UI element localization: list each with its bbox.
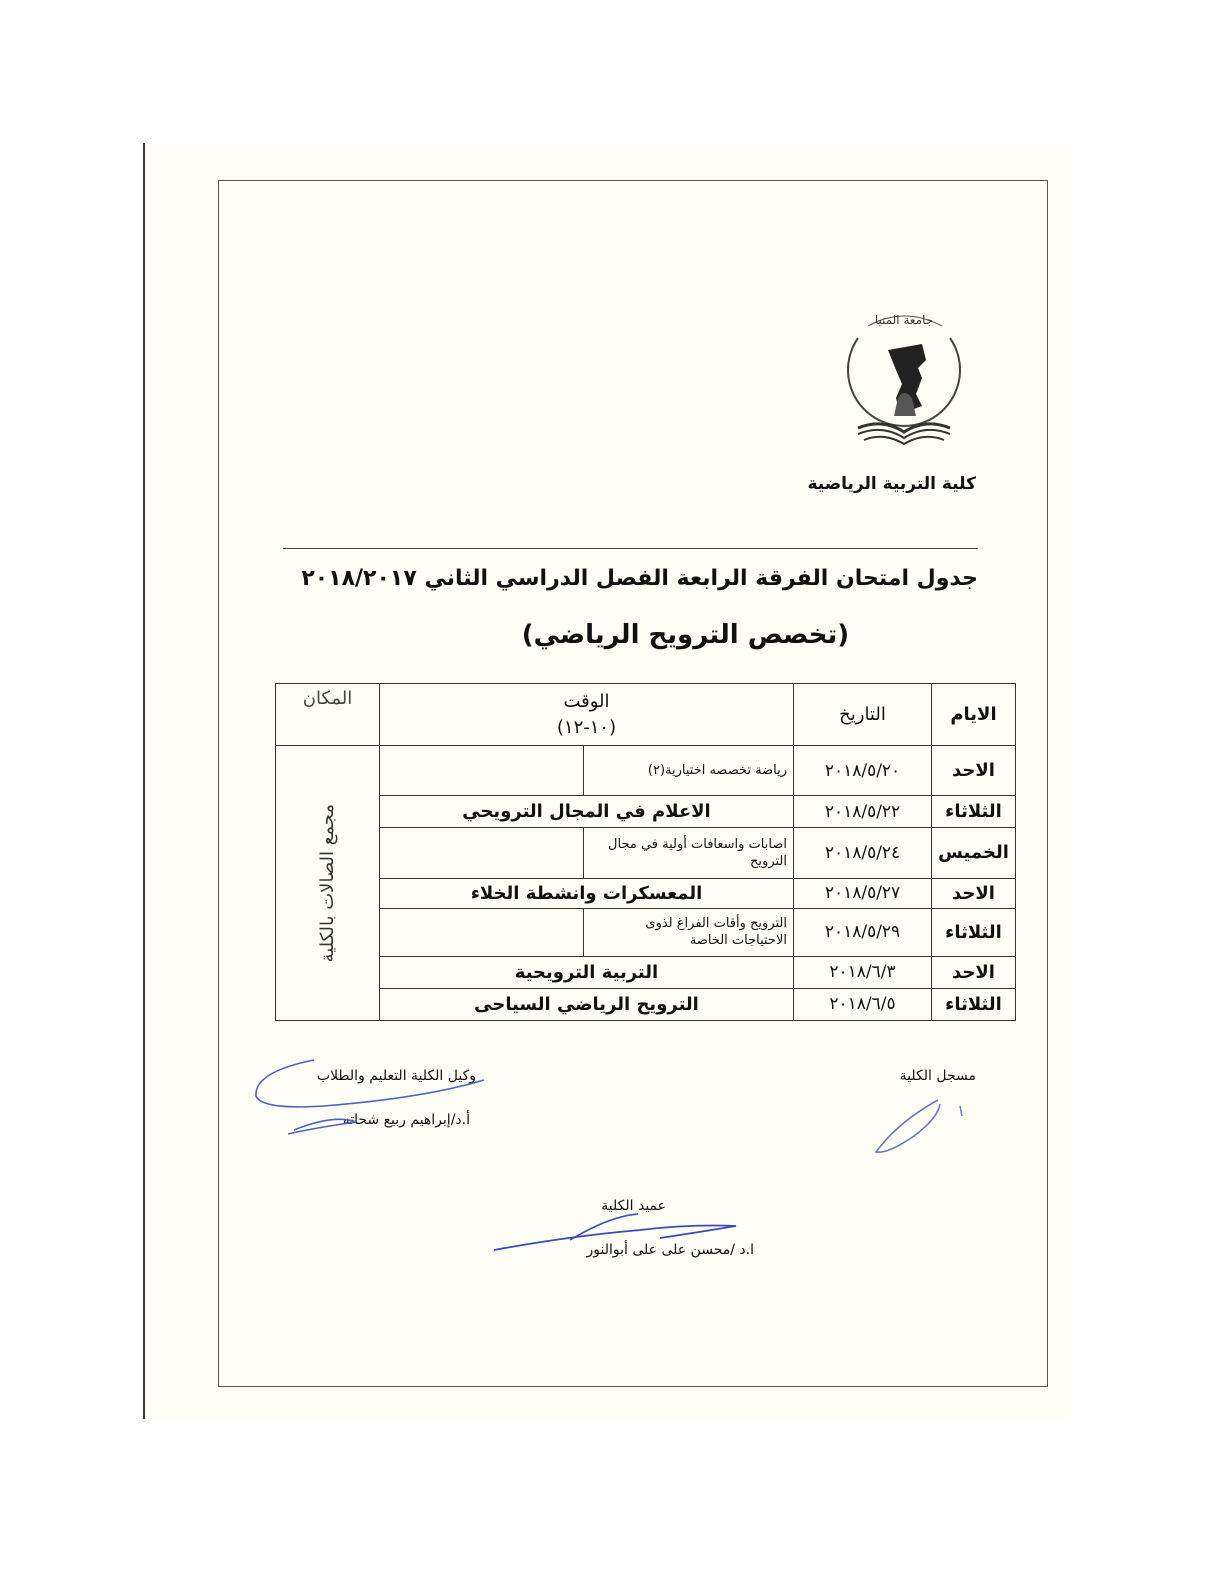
header-time-label: الوقت xyxy=(563,690,610,712)
header-day: الايام xyxy=(932,684,1016,746)
table-row xyxy=(276,796,1016,828)
row-day: الثلاثاء xyxy=(932,988,1016,1020)
header-date: التاريخ xyxy=(794,684,932,746)
row-date: ٢٠١٨/٥/٢٩ xyxy=(794,908,932,956)
table-row xyxy=(276,878,1016,908)
row-day: الخميس xyxy=(932,828,1016,878)
header-time-range: (١٠-١٢) xyxy=(556,716,617,738)
registrar-signature xyxy=(868,1092,978,1162)
table-row xyxy=(276,908,1016,956)
dean-title: عميد الكلية xyxy=(601,1198,666,1214)
row-day: الثلاثاء xyxy=(932,796,1016,828)
row-date: ٢٠١٨/٥/٢٠ xyxy=(794,746,932,796)
empty-cell xyxy=(380,908,584,956)
row-subject: الترويح الرياضي السياحى xyxy=(380,988,794,1020)
row-date: ٢٠١٨/٥/٢٢ xyxy=(794,796,932,828)
row-date: ٢٠١٨/٦/٥ xyxy=(794,988,932,1020)
row-day: الاحد xyxy=(932,878,1016,908)
table-row xyxy=(276,956,1016,988)
row-day: الاحد xyxy=(932,746,1016,796)
exam-schedule-table xyxy=(275,683,1016,1021)
vice-dean-name: أ.د/إبراهيم ربيع شحاته xyxy=(342,1112,470,1128)
row-subject: المعسكرات وانشطة الخلاء xyxy=(380,878,794,908)
dean-signature xyxy=(490,1210,750,1255)
svg-text:جامعة المنيا: جامعة المنيا xyxy=(874,313,934,327)
faculty-name: كلية التربية الرياضية xyxy=(807,474,976,494)
table-row xyxy=(276,746,1016,796)
registrar-title: مسجل الكلية xyxy=(899,1068,976,1084)
row-subject: رياضة تخصصه اختيارية(٢) xyxy=(584,746,794,796)
table-row xyxy=(276,988,1016,1020)
header-time xyxy=(380,684,794,746)
document-subtitle: (تخصص الترويح الرياضي) xyxy=(521,620,850,650)
header-place: المكان xyxy=(276,684,380,746)
empty-cell xyxy=(380,828,584,878)
row-day: الاحد xyxy=(932,956,1016,988)
row-date: ٢٠١٨/٦/٣ xyxy=(794,956,932,988)
place-cell xyxy=(276,746,380,1021)
row-subject: الاعلام في المجال الترويحي xyxy=(380,796,794,828)
vice-dean-signature xyxy=(244,1052,514,1142)
table-header-row xyxy=(276,684,1016,746)
dean-name: ا.د /محسن على على أبوالنور xyxy=(586,1242,754,1258)
university-logo-icon xyxy=(838,298,970,458)
place-value: مجمع الصالات بالكلية xyxy=(317,803,338,963)
row-date: ٢٠١٨/٥/٢٧ xyxy=(794,878,932,908)
document-title: جدول امتحان الفرقة الرابعة الفصل الدراسي الثاني ٢٠١٨/٢٠١٧ xyxy=(301,566,978,591)
row-subject: اصابات واسعافات أولية في مجال الترويح xyxy=(584,828,794,878)
row-date: ٢٠١٨/٥/٢٤ xyxy=(794,828,932,878)
row-subject: التربية الترويحية xyxy=(380,956,794,988)
row-day: الثلاثاء xyxy=(932,908,1016,956)
row-subject: الترويح وأقات الفراغ لذوى الاحتياجات الخاصة xyxy=(584,908,794,956)
vice-dean-title: وكيل الكلية التعليم والطلاب xyxy=(316,1068,476,1084)
empty-cell xyxy=(380,746,584,796)
table-row xyxy=(276,828,1016,878)
header-divider xyxy=(283,548,978,549)
